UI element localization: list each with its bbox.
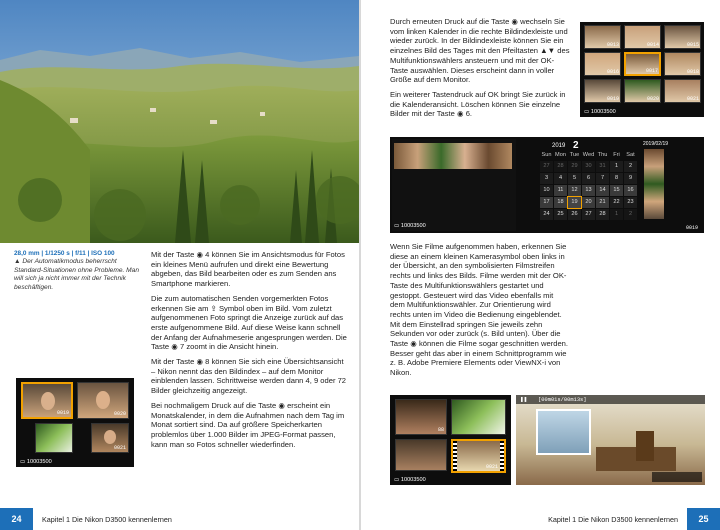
calendar-day[interactable]: 31 [596,161,609,172]
calendar-day[interactable]: 18 [554,197,567,208]
calendar-day[interactable]: 9 [624,173,637,184]
movie-time: [00m01s/00m13s] [538,397,587,403]
calendar-left-strip [392,139,516,231]
right-body-text-bottom [390,242,570,383]
calendar-day[interactable]: 26 [568,209,581,220]
folder-label: ▭ 10003500 [584,109,616,115]
pause-icon: ❚❚ [520,396,528,403]
thumb-number: 0013 [606,42,619,48]
calendar-day[interactable]: 27 [540,161,553,172]
calendar-day[interactable]: 2 [624,209,637,220]
grid-thumb [624,25,661,49]
index-thumb-portrait-3 [91,423,129,453]
film-strip-right [500,441,504,471]
calendar-day[interactable]: 30 [582,161,595,172]
folder-label: ▭ 10003500 [20,459,52,465]
thumb-number: 0018 [686,69,699,75]
thumb-number: 0021 [485,464,498,470]
page-number: 25 [687,508,720,530]
calendar-day[interactable]: 11 [554,185,567,196]
grid-thumb [664,52,701,76]
calendar-day[interactable]: 5 [568,173,581,184]
thumb-number: 0014 [646,42,659,48]
thumb-number: 0019 [606,96,619,102]
calendar-day[interactable]: 7 [596,173,609,184]
chapter-title: Kapitel 1 Die Nikon D3500 kennenlernen [548,515,678,524]
calendar-day[interactable]: 10 [540,185,553,196]
calendar-day[interactable]: 3 [540,173,553,184]
left-body-text [151,250,347,454]
calendar-day[interactable]: 28 [596,209,609,220]
portrait-face [104,430,116,444]
calendar-date: 2019/02/19 [643,141,669,147]
grid-thumb [664,79,701,103]
grid-thumb [624,52,661,76]
folder-label: ▭ 10003500 [394,477,426,483]
calendar-day[interactable]: 2 [624,161,637,172]
calendar-day[interactable]: 8 [610,173,623,184]
grid-thumb [584,79,621,103]
thumb-number: 0016 [606,69,619,75]
calendar-day[interactable]: 6 [582,173,595,184]
paragraph: Mit der Taste ◉ 8 können Sie sich eine Übersichtsansicht – Nikon nennt das den Bildindex – auf dem Monitor einblenden lassen. Schrittweise werden dann 4, 9 oder 72 Bilder gleichzeitig angezeigt. [151,357,347,396]
thumb-number: 0021 [686,96,699,102]
paragraph: Wenn Sie Filme aufgenommen haben, erkennen Sie diese an einem kleinen Kamerasymbol oben links in der Übersicht, an den symbolisierten Filmstreifen rechts und links des Bilds. Filme werden mit der OK-Taste des Multifunktionswählers gestartet und gestoppt. Gesteuert wird das Video ebenfalls mit dem Multifunktionswähler. Zur Orientierung wird rechts unten im Video die Bedienung eingeblendet. Mit dem Einstellrad springen Sie jeweils zehn Sekunden vor oder zurück (s. Bild unten). Über die Taste ◉ können die Filme sogar geschnitten werden. Besser geht das aber in einem Schnittprogramm wie z. B. Adobe Premiere Elements oder ViewNX-i von Nikon. [390,242,569,378]
playback-controls [652,472,702,482]
calendar-side-thumbs [644,149,664,219]
movie-thumb-portrait-2 [395,439,447,471]
weekday-label: Sat [626,152,635,158]
portrait-face [41,392,55,410]
calendar-day[interactable]: 25 [554,209,567,220]
thumb-number: 0021 [113,445,126,451]
right-footer [361,508,720,530]
weekday-label: Tue [569,152,580,158]
calendar-weekdays [540,151,637,160]
bildindex-screen [16,378,134,467]
calendar-day[interactable]: 17 [540,197,553,208]
grid-thumb [624,79,661,103]
calendar-day[interactable]: 19 [568,197,581,208]
calendar-day[interactable]: 24 [540,209,553,220]
caption-text: ▲ Der Automatikmodus beherrscht Standard-Situationen ohne Probleme. Man will sich ja nicht immer mit der Technik beschäftigen. [14,258,139,291]
movie-index-screen [390,395,511,485]
calendar-day[interactable]: 1 [610,209,623,220]
calendar-day[interactable]: 13 [582,185,595,196]
index-thumb-portrait-2 [77,382,129,419]
index-thumb-flowers [35,423,73,453]
grid-thumb [664,25,701,49]
chapter-title: Kapitel 1 Die Nikon D3500 kennenlernen [42,515,172,524]
image-grid-screen [580,22,704,117]
weekday-label: Wed [582,152,595,158]
exif-info: 28,0 mm | 1/1250 s | f/11 | ISO 100 [14,250,115,257]
movie-thumb-flowers [451,399,506,435]
thumb-number: 0019 [56,410,69,416]
movie-playback-screen [516,395,705,485]
thumb-number: 0017 [645,68,658,74]
right-page [361,0,720,530]
thumb-number: 88 [437,427,444,433]
weekday-label: Sun [541,152,552,158]
calendar-day[interactable]: 12 [568,185,581,196]
weekday-label: Mon [555,152,566,158]
grid-thumb [584,52,621,76]
thumb-number: 0020 [113,411,126,417]
calendar-day[interactable]: 1 [610,161,623,172]
video-window [536,409,591,455]
thumb-number: 0020 [646,96,659,102]
calendar-day[interactable]: 20 [582,197,595,208]
left-page [0,0,359,530]
portrait-face [96,391,110,409]
folder-label: ▭ 10003500 [394,223,426,229]
video-chair [636,431,654,461]
calendar-day[interactable]: 4 [554,173,567,184]
calendar-year: 2019 [552,143,566,149]
calendar-month: 2 [573,140,579,151]
page-number: 24 [0,508,33,530]
calendar-grid [540,161,637,220]
calendar-day[interactable]: 29 [568,161,581,172]
paragraph: Mit der Taste ◉ 4 können Sie im Ansichtsmodus für Fotos ein kleines Menü aufrufen und direkt eine Bewertung abgeben, das Bild bearbeiten oder es zum Senden ans Smartphone markieren. [151,250,345,289]
paragraph: Bei nochmaligem Druck auf die Taste ◉ erscheint ein Monatskalender, in dem die Aufnahmen nach dem Tag im Monat sortiert sind. Da auf größere Speicherkarten problemlos über 1.000 Bilder im JPEG-Format passen, kann man so Fotos schneller wiederfinden. [151,400,345,449]
calendar-day[interactable]: 16 [624,185,637,196]
movie-thumb-selected [451,439,506,473]
landscape-photo [0,0,359,243]
weekday-label: Thu [597,152,608,158]
photo-caption [14,250,142,292]
film-strip-left [453,441,457,471]
index-thumb-portrait-1 [21,382,73,419]
right-body-text-top [390,17,572,124]
calendar-screen [390,137,704,233]
paragraph: Die zum automatischen Senden vorgemerkten Fotos erkennen Sie am ⇪ Symbol oben im Bild. Vom zuletzt aufgenommenen Foto springt die Anzeige zurück auf das erste aufgenommene Bild. Auf diese Weise kann schnell der Anfang der Aufnahmeserie angesprungen werden. Die Taste ◉ 7 zoomt in die Ansicht hinein. [151,293,347,352]
calendar-day[interactable]: 14 [596,185,609,196]
calendar-day[interactable]: 21 [596,197,609,208]
paragraph: Ein weiterer Tastendruck auf OK bringt Sie zurück in die Kalenderansicht. Löschen können Sie einzelne Bilder mit der Taste ◉ 6. [390,89,566,119]
thumb-number: 0015 [686,42,699,48]
grid-thumb [584,25,621,49]
calendar-day[interactable]: 15 [610,185,623,196]
calendar-day[interactable]: 23 [624,197,637,208]
left-footer [0,508,359,530]
weekday-label: Fri [613,152,620,158]
calendar-day[interactable]: 27 [582,209,595,220]
movie-thumb-portrait [395,399,447,435]
calendar-day[interactable]: 28 [554,161,567,172]
strip-thumbs [394,143,512,169]
paragraph: Durch erneuten Druck auf die Taste ◉ wechseln Sie vom linken Kalender in die rechte Bildindexleiste und wieder zurück. In der Bildindexleiste können Sie ein einzelnes Bild des Tages mit den Pfeiltasten ▲▼ des Multifunktionswählers ansteuern und mit der OK-Taste auswählen. Dieses erscheint dann in voller Größe auf dem Monitor. [390,17,570,85]
calendar-count: 0019 [685,225,698,231]
calendar-day[interactable]: 22 [610,197,623,208]
